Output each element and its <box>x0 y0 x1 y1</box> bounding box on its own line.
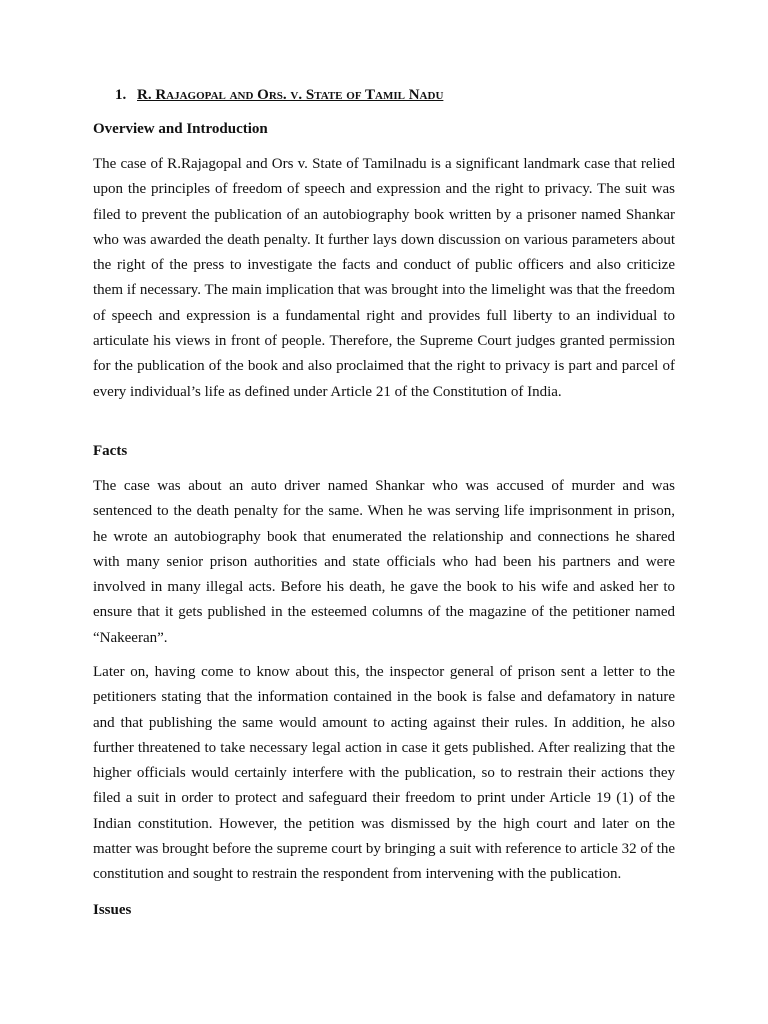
facts-paragraph-2: Later on, having come to know about this, the inspector general of prison sent a letter to the petitioners stating that the information contained in the book is false and defamatory in nature and that publishing the same would amount to acting against their rules. In addition, he also further threatened to take necessary legal action in case it gets published. After realizing that the higher officials would certainly interfere with the publication, so to restrain their actions they filed a suit in order to protect and safeguard their freedom to print under Article 19 (1) of the Indian constitution. However, the petition was dismissed by the high court and later on the matter was brought before the supreme court by bringing a suit with reference to article 32 of the constitution and sought to restrain the respondent from intervening with the publication. <box>93 664 675 883</box>
heading-number: 1. <box>115 87 127 103</box>
overview-paragraph: The case of R.Rajagopal and Ors v. State of Tamilnadu is a significant landmark case that relied upon the principles of freedom of speech and expression and the right to privacy. The suit was filed to prevent the publication of an autobiography book written by a prisoner named Shankar who was awarded the death penalty. It further lays down discussion on various parameters about the right of the press to investigate the facts and conduct of public officers and also criticize them if necessary. The main implication that was brought into the limelight was that the freedom of speech and expression is a fundamental right and provides full liberty to an individual to articulate his views in front of people. Therefore, the Supreme Court judges granted permission for the publication of the book and also proclaimed that the right to privacy is part and parcel of every individual’s life as defined under Article 21 of the Constitution of India. <box>93 156 675 400</box>
facts-paragraph-1: The case was about an auto driver named Shankar who was accused of murder and was sentenced to the death penalty for the same. When he was serving life imprisonment in prison, he wrote an autobiography book that enumerated the relationship and connections he shared with many senior prison authorities and state officials who had been his partners and were involved in many illegal acts. Before his death, he gave the book to his wife and asked her to ensure that it gets published in the esteemed columns of the magazine of the petitioner named “Nakeeran”. <box>93 478 675 646</box>
section-title-issues: Issues <box>93 902 132 918</box>
case-title: R. Rajagopal and Ors. v. State of Tamil Nadu <box>137 87 444 103</box>
section-title-overview: Overview and Introduction <box>93 121 268 137</box>
section-title-facts: Facts <box>93 443 128 459</box>
case-heading <box>115 87 443 104</box>
